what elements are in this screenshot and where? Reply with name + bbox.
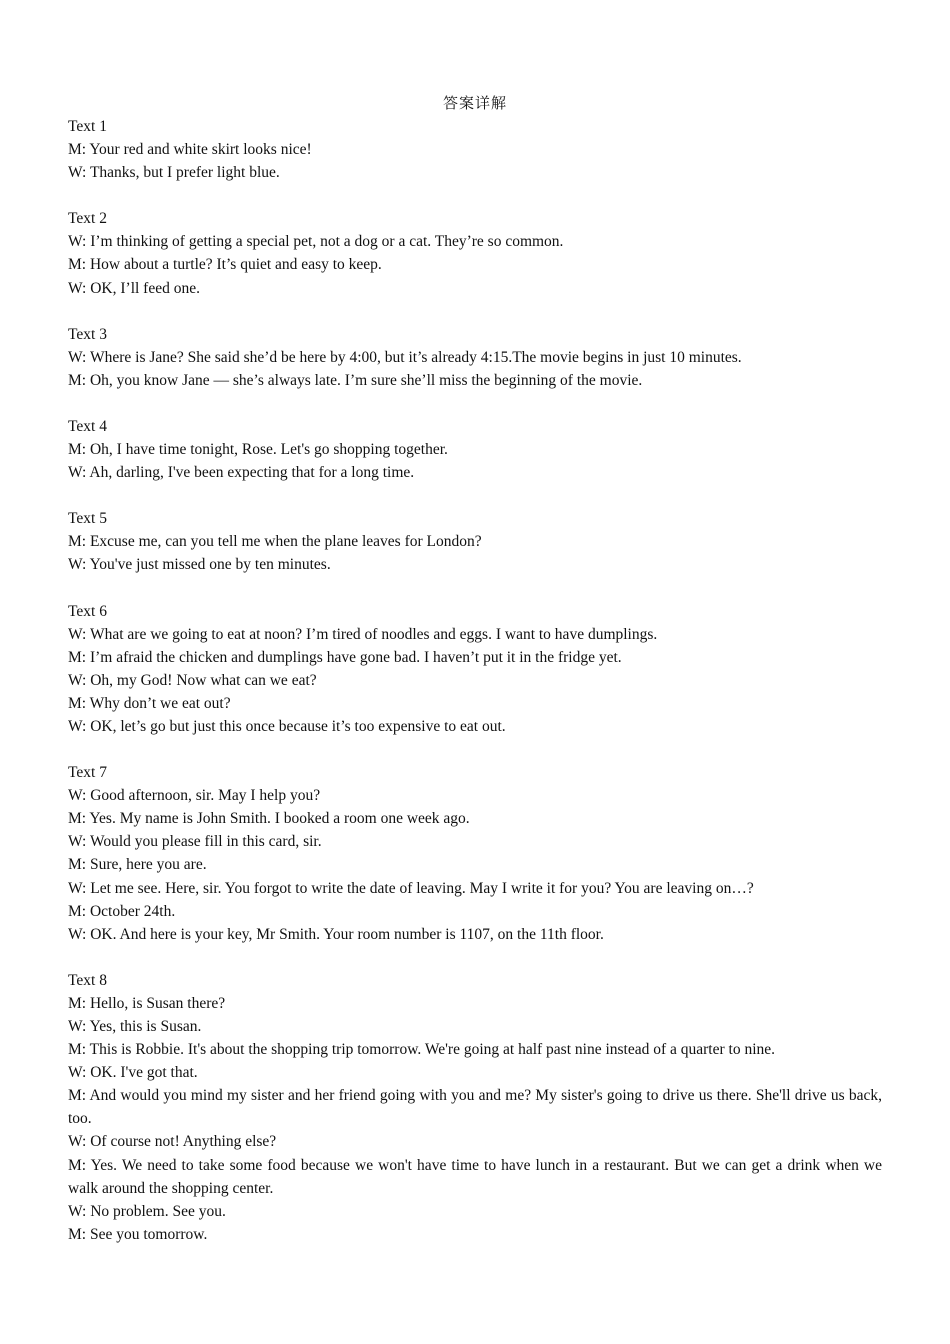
dialogue-line: M: Sure, here you are. — [68, 856, 207, 874]
transcript-section — [68, 323, 882, 392]
dialogue-line: M: October 24th. — [68, 902, 176, 920]
page-title: 答案详解 — [442, 94, 507, 112]
transcript-section — [68, 507, 882, 576]
dialogue-line: W: What are we going to eat at noon? I’m tired of noodles and eggs. I want to have dumplings. — [68, 625, 658, 643]
dialogue-line: W: Ah, darling, I've been expecting that for a long time. — [68, 464, 415, 482]
section-heading: Text 8 — [68, 971, 107, 989]
transcript-section — [68, 415, 882, 484]
dialogue-line: W: Good afternoon, sir. May I help you? — [68, 787, 321, 805]
dialogue-line: M: See you tomorrow. — [68, 1225, 208, 1243]
dialogue-line: M: How about a turtle? It’s quiet and easy to keep. — [68, 256, 382, 274]
dialogue-line: W: OK. I've got that. — [68, 1064, 198, 1082]
dialogue-line: M: And would you mind my sister and her friend going with you and me? My sister's going to drive us there. She'll drive us back, too. — [68, 1087, 882, 1128]
dialogue-line: W: OK. And here is your key, Mr Smith. Your room number is 1107, on the 11th floor. — [68, 925, 604, 943]
dialogue-line: W: Would you please fill in this card, sir. — [68, 833, 322, 851]
dialogue-line: W: I’m thinking of getting a special pet, not a dog or a cat. They’re so common. — [68, 233, 564, 251]
section-heading: Text 5 — [68, 510, 107, 528]
dialogue-line: M: This is Robbie. It's about the shopping trip tomorrow. We're going at half past nine instead of a quarter to nine. — [68, 1041, 776, 1059]
transcript-section — [68, 115, 882, 184]
section-heading: Text 6 — [68, 602, 107, 620]
dialogue-line: M: Why don’t we eat out? — [68, 694, 231, 712]
dialogue-line: M: Yes. My name is John Smith. I booked a room one week ago. — [68, 810, 470, 828]
dialogue-line: M: Yes. We need to take some food because we won't have time to have lunch in a restaurant. But we can get a drink when we walk around the shopping center. — [68, 1156, 882, 1197]
dialogue-line: W: Let me see. Here, sir. You forgot to write the date of leaving. May I write it for you? You are leaving on…? — [68, 879, 754, 897]
dialogue-line: W: No problem. See you. — [68, 1202, 226, 1220]
dialogue-line: W: OK, let’s go but just this once because it’s too expensive to eat out. — [68, 717, 506, 735]
section-heading: Text 1 — [68, 118, 107, 135]
dialogue-line: M: Oh, I have time tonight, Rose. Let's go shopping together. — [68, 441, 448, 459]
transcript-section — [68, 600, 882, 739]
section-heading: Text 4 — [68, 417, 107, 435]
section-heading: Text 3 — [68, 325, 107, 343]
section-heading: Text 7 — [68, 764, 107, 782]
transcript-section — [68, 207, 882, 299]
transcript-sections — [68, 115, 882, 1246]
dialogue-line: M: Oh, you know Jane — she’s always late. I’m sure she’ll miss the beginning of the movie. — [68, 371, 643, 389]
dialogue-line: W: You've just missed one by ten minutes. — [68, 556, 331, 574]
dialogue-line: M: Excuse me, can you tell me when the plane leaves for London? — [68, 533, 482, 551]
section-heading: Text 2 — [68, 210, 107, 228]
dialogue-line: W: Oh, my God! Now what can we eat? — [68, 671, 317, 689]
transcript-section — [68, 969, 882, 1246]
dialogue-line: W: Thanks, but I prefer light blue. — [68, 164, 280, 182]
dialogue-line: W: Of course not! Anything else? — [68, 1133, 277, 1151]
dialogue-line: M: Hello, is Susan there? — [68, 994, 226, 1012]
dialogue-line: M: I’m afraid the chicken and dumplings have gone bad. I haven’t put it in the fridge yet. — [68, 648, 622, 666]
transcript-section — [68, 761, 882, 946]
document-page — [68, 92, 882, 1246]
dialogue-line: W: Yes, this is Susan. — [68, 1018, 202, 1035]
dialogue-line: W: OK, I’ll feed one. — [68, 279, 200, 297]
dialogue-line: W: Where is Jane? She said she’d be here by 4:00, but it’s already 4:15.The movie begins in just 10 minutes. — [68, 348, 742, 366]
dialogue-line: M: Your red and white skirt looks nice! — [68, 141, 312, 159]
